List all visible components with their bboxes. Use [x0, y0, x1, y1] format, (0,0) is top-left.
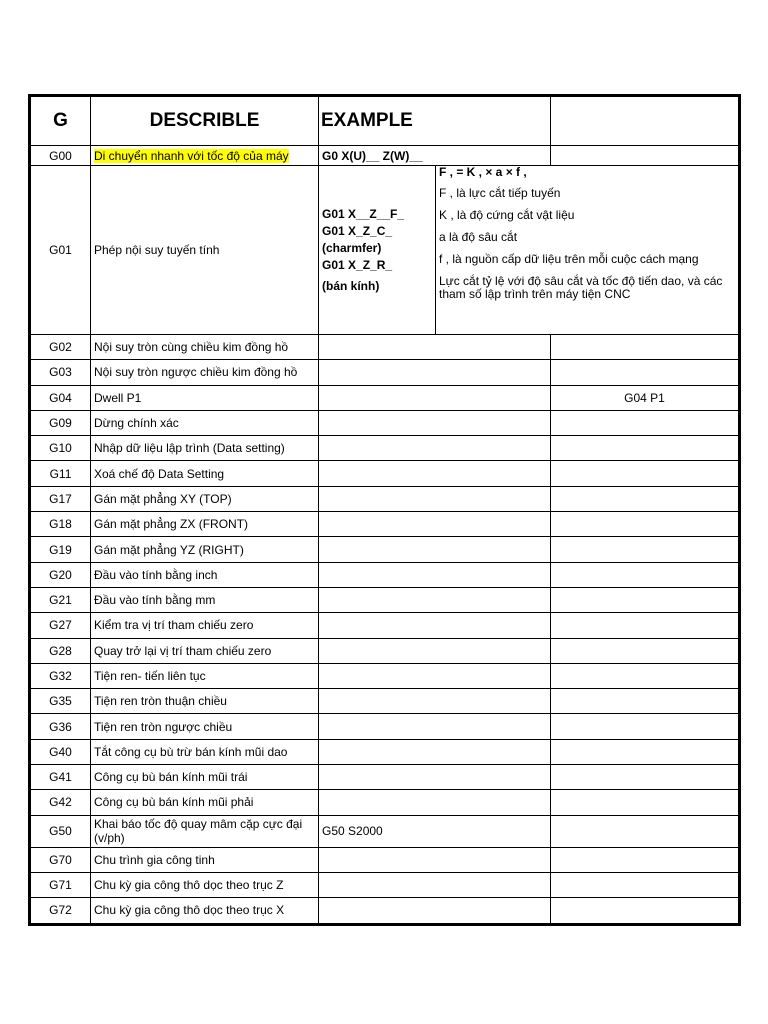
table-row-g71: [31, 872, 739, 897]
extra-cell: [551, 537, 739, 562]
code-cell: G70: [31, 847, 91, 872]
extra-cell: [551, 562, 739, 587]
code-cell: G03: [31, 360, 91, 385]
table-row-g27: [31, 613, 739, 638]
example-cell: [319, 739, 551, 764]
example-cell: [319, 663, 551, 688]
extra-cell: [551, 512, 739, 537]
describe-cell: Gán mặt phẳng XY (TOP): [91, 486, 319, 511]
describe-cell: Dwell P1: [91, 385, 319, 410]
describe-cell: Đầu vào tính bằng inch: [91, 562, 319, 587]
header-example: EXAMPLE: [319, 97, 551, 146]
example-cell: [319, 537, 551, 562]
describe-cell: Nhập dữ liệu lập trình (Data setting): [91, 436, 319, 461]
table-row-g02: [31, 335, 739, 360]
code-cell: G11: [31, 461, 91, 486]
code-cell: G41: [31, 765, 91, 790]
describe-cell: Công cụ bù bán kính mũi phải: [91, 790, 319, 815]
example-cell: [319, 410, 551, 435]
describe-cell: Xoá chế độ Data Setting: [91, 461, 319, 486]
code-cell: G01: [31, 166, 91, 335]
example-cell: G0 X(U)__ Z(W)__: [319, 146, 551, 166]
example-line: G01 X_Z_R_: [322, 257, 393, 272]
extra-cell: G04 P1: [551, 385, 739, 410]
extra-cell: [551, 898, 739, 923]
example-cell: [319, 790, 551, 815]
table-row-g28: [31, 638, 739, 663]
table-row-g70: [31, 847, 739, 872]
code-cell: G27: [31, 613, 91, 638]
extra-cell: [551, 689, 739, 714]
extra-cell: [551, 847, 739, 872]
describe-cell: Tiện ren tròn ngược chiều: [91, 714, 319, 739]
table-row-g09: [31, 410, 739, 435]
describe-cell: Gán mặt phẳng ZX (FRONT): [91, 512, 319, 537]
example-cell: [319, 486, 551, 511]
extra-cell: [551, 360, 739, 385]
example-line: (charmfer): [322, 240, 382, 255]
note-line: Lực cắt tỷ lệ với độ sâu cắt và tốc độ tiến dao, và các tham số lập trình trên máy tiện CNC: [439, 274, 723, 301]
code-cell: G20: [31, 562, 91, 587]
table-row-g20: [31, 562, 739, 587]
extra-cell: [551, 872, 739, 897]
table-row-g40: [31, 739, 739, 764]
example-line: G01 X__Z__F_: [322, 206, 405, 221]
example-cell: [319, 689, 551, 714]
code-cell: G17: [31, 486, 91, 511]
describe-cell: Nội suy tròn cùng chiều kim đồng hồ: [91, 335, 319, 360]
note-line: F , là lực cắt tiếp tuyến: [439, 186, 561, 200]
code-cell: G09: [31, 410, 91, 435]
table-row-g35: [31, 689, 739, 714]
notes-cell: [436, 166, 739, 335]
code-cell: G10: [31, 436, 91, 461]
code-cell: G72: [31, 898, 91, 923]
example-cell: [319, 166, 436, 335]
describe-cell: Dừng chính xác: [91, 410, 319, 435]
header-code: G: [31, 97, 91, 146]
code-cell: G19: [31, 537, 91, 562]
extra-cell: [551, 663, 739, 688]
header-extra: [551, 97, 739, 146]
table-row-g00: [31, 146, 739, 166]
extra-cell: [551, 146, 739, 166]
gcode-table-sheet: [28, 94, 741, 926]
code-cell: G40: [31, 739, 91, 764]
table-row-g03: [31, 360, 739, 385]
describe-cell: Chu trình gia công tinh: [91, 847, 319, 872]
describe-cell: Phép nội suy tuyến tính: [91, 166, 319, 335]
table-row-g72: [31, 898, 739, 923]
extra-cell: [551, 765, 739, 790]
table-row-g04: [31, 385, 739, 410]
example-cell: [319, 335, 551, 360]
table-row-g50: [31, 815, 739, 847]
example-cell: [319, 360, 551, 385]
describe-cell: Gán mặt phẳng YZ (RIGHT): [91, 537, 319, 562]
extra-cell: [551, 410, 739, 435]
example-cell: [319, 385, 551, 410]
table-row-g11: [31, 461, 739, 486]
describe-cell: Tiện ren tròn thuận chiều: [91, 689, 319, 714]
table-row-g18: [31, 512, 739, 537]
describe-cell: Công cụ bù bán kính mũi trái: [91, 765, 319, 790]
extra-cell: [551, 739, 739, 764]
code-cell: G36: [31, 714, 91, 739]
extra-cell: [551, 714, 739, 739]
example-cell: [319, 714, 551, 739]
extra-cell: [551, 613, 739, 638]
note-formula: F , = K , × a × f ,: [439, 165, 527, 179]
example-line: G01 X_Z_C_: [322, 223, 393, 238]
extra-cell: [551, 461, 739, 486]
code-cell: G28: [31, 638, 91, 663]
extra-cell: [551, 790, 739, 815]
table-row-g42: [31, 790, 739, 815]
example-cell: [319, 512, 551, 537]
describe-cell: Quay trở lại vị trí tham chiếu zero: [91, 638, 319, 663]
table-row-g21: [31, 587, 739, 612]
describe-cell: Kiểm tra vị trí tham chiếu zero: [91, 613, 319, 638]
example-cell: [319, 872, 551, 897]
describe-cell: Nội suy tròn ngược chiều kim đồng hồ: [91, 360, 319, 385]
table-row-g32: [31, 663, 739, 688]
highlighted-description: Di chuyển nhanh với tốc độ của máy: [94, 148, 289, 163]
code-cell: G32: [31, 663, 91, 688]
table-row-g41: [31, 765, 739, 790]
code-cell: G35: [31, 689, 91, 714]
code-cell: G42: [31, 790, 91, 815]
example-cell: [319, 847, 551, 872]
extra-cell: [551, 486, 739, 511]
describe-cell: Chu kỳ gia công thô dọc theo trục X: [91, 898, 319, 923]
describe-cell: Đầu vào tính bằng mm: [91, 587, 319, 612]
extra-cell: [551, 638, 739, 663]
example-line: (bán kính): [322, 278, 380, 293]
example-cell: [319, 587, 551, 612]
note-line: K , là độ cứng cắt vật liệu: [439, 208, 575, 222]
extra-cell: [551, 815, 739, 847]
extra-cell: [551, 587, 739, 612]
code-cell: G50: [31, 815, 91, 847]
table-row-g10: [31, 436, 739, 461]
example-cell: [319, 898, 551, 923]
example-cell: [319, 436, 551, 461]
table-row-g36: [31, 714, 739, 739]
describe-cell: [91, 146, 319, 166]
extra-cell: [551, 335, 739, 360]
code-cell: G21: [31, 587, 91, 612]
note-line: a là độ sâu cắt: [439, 230, 518, 244]
table-row-g01: [31, 166, 739, 335]
describe-cell: Tiện ren- tiến liên tục: [91, 663, 319, 688]
note-line: f , là nguồn cấp dữ liệu trên mỗi cuộc cách mạng: [439, 252, 699, 266]
code-cell: G00: [31, 146, 91, 166]
example-cell: [319, 461, 551, 486]
example-cell: [319, 638, 551, 663]
code-cell: G02: [31, 335, 91, 360]
gcode-table: [30, 96, 739, 924]
table-row-g19: [31, 537, 739, 562]
example-cell: [319, 765, 551, 790]
header-row: [31, 97, 739, 146]
code-cell: G04: [31, 385, 91, 410]
code-cell: G18: [31, 512, 91, 537]
describe-cell: Khai báo tốc độ quay mâm cặp cực đại (v/ph): [91, 815, 319, 847]
extra-cell: [551, 436, 739, 461]
table-row-g17: [31, 486, 739, 511]
describe-cell: Chu kỳ gia công thô dọc theo trục Z: [91, 872, 319, 897]
example-cell: G50 S2000: [319, 815, 551, 847]
example-cell: [319, 562, 551, 587]
code-cell: G71: [31, 872, 91, 897]
header-describe: DESCRIBLE: [91, 97, 319, 146]
describe-cell: Tắt công cụ bù trừ bán kính mũi dao: [91, 739, 319, 764]
example-cell: [319, 613, 551, 638]
